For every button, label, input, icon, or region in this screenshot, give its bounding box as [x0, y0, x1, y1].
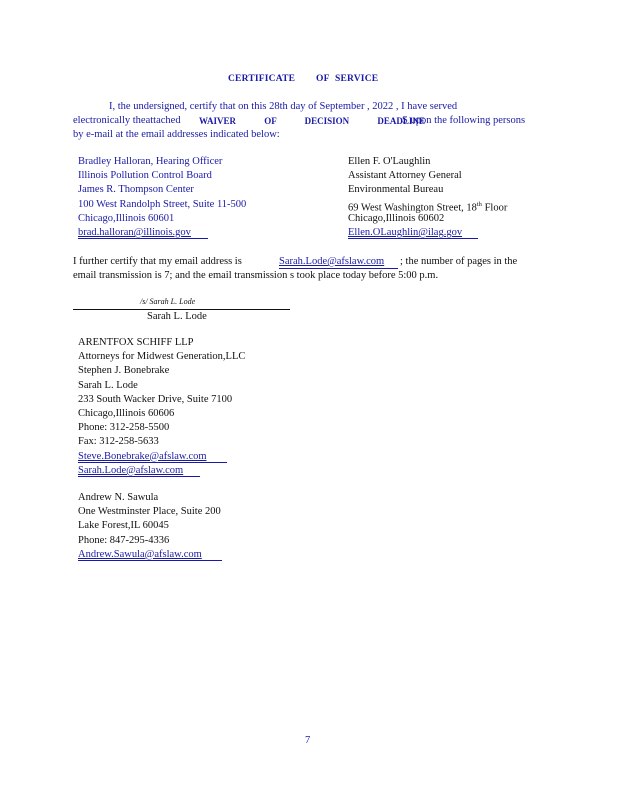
email-underline: [78, 560, 222, 561]
email-underline: [348, 238, 478, 239]
sawula-line: One Westminster Place, Suite 200: [78, 506, 221, 518]
contact-line: Environmental Bureau: [348, 184, 444, 196]
intro-line-3: by e-mail at the email addresses indicated below:: [73, 129, 280, 140]
further-line-2: email transmission is 7; and the email transmission s took place today before 5:00 p.m.: [73, 270, 439, 281]
email-link-sawula[interactable]: Andrew.Sawula@afslaw.com: [78, 548, 202, 560]
intro-line-2a: electronically theattached: [73, 115, 181, 126]
contact-line: Illinois Pollution Control Board: [78, 170, 212, 182]
sawula-block: [78, 491, 221, 562]
firm-line: ARENTFOX SCHIFF LLP: [78, 337, 194, 348]
signature: /s/ Sarah L. Lode: [140, 297, 196, 306]
firm-line: Stephen J. Bonebrake: [78, 365, 170, 377]
service-contact-halloran: [78, 155, 246, 240]
intro-line-1: I, the undersigned, certify that on this 28th day of September , 2022 , I have served: [109, 101, 458, 112]
signer-name: Sarah L. Lode: [147, 311, 207, 322]
email-link-lode-firm[interactable]: Sarah.Lode@afslaw.com: [78, 464, 184, 476]
sawula-line: Phone: 847-295-4336: [78, 534, 170, 546]
contact-line: Ellen F. O'Laughlin: [348, 156, 431, 167]
email-underline: [78, 476, 200, 477]
sawula-line: Andrew N. Sawula: [78, 492, 159, 503]
contact-line: 100 West Randolph Street, Suite 11-500: [78, 198, 247, 210]
page-number: 7: [305, 735, 311, 746]
firm-line: 233 South Wacker Drive, Suite 7100: [78, 393, 233, 405]
further-line-1b: ; the number of pages in the: [400, 256, 518, 267]
contact-line: Assistant Attorney General: [348, 170, 462, 182]
document-title-reference: WAIVER OF DECISION DEADLINE: [199, 116, 425, 126]
certificate-title-word: SERVICE: [335, 74, 379, 84]
firm-block: [78, 336, 245, 478]
email-link-lode[interactable]: Sarah.Lode@afslaw.com: [279, 256, 385, 267]
contact-line: Chicago,Illinois 60602: [348, 212, 445, 224]
contact-line: Chicago,Illinois 60601: [78, 212, 175, 224]
contact-line: James R. Thompson Center: [78, 184, 194, 196]
firm-line: Attorneys for Midwest Generation,LLC: [78, 351, 246, 363]
contact-line: 69 West Washington Street, 18th Floor: [348, 200, 508, 214]
firm-line: Sarah L. Lode: [78, 379, 138, 391]
firm-line: Chicago,Illinois 60606: [78, 407, 175, 419]
email-link-halloran[interactable]: brad.halloran@illinois.gov: [78, 226, 191, 238]
firm-line: Phone: 312-258-5500: [78, 422, 170, 434]
further-line-1a: I further certify that my email address is: [73, 256, 242, 267]
firm-line: Fax: 312-258-5633: [78, 436, 159, 448]
signature-line: [73, 309, 290, 310]
certificate-title-word: OF: [316, 74, 330, 84]
sawula-line: Lake Forest,IL 60045: [78, 520, 169, 532]
email-underline: [78, 462, 227, 463]
certificate-title-word: CERTIFICATE: [228, 74, 296, 84]
intro-line-2c: S upon the following persons: [402, 115, 526, 126]
email-underline: [78, 238, 208, 239]
email-underline: [279, 268, 398, 269]
service-contact-olaughlin: [348, 155, 507, 240]
contact-line: Bradley Halloran, Hearing Officer: [78, 156, 223, 167]
email-link-olaughlin[interactable]: Ellen.OLaughlin@ilag.gov: [348, 226, 463, 238]
email-link-bonebrake[interactable]: Steve.Bonebrake@afslaw.com: [78, 450, 207, 462]
